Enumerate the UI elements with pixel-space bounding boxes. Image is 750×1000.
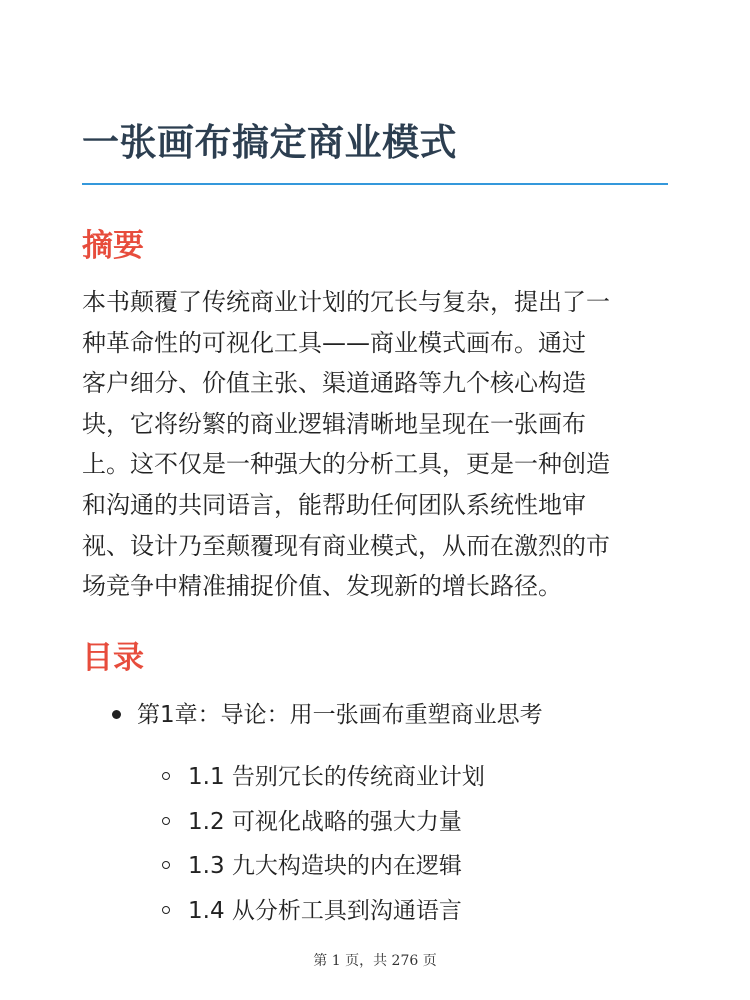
abstract-line: 块，它将纷繁的商业逻辑清晰地呈现在一张画布: [82, 409, 586, 438]
table-of-contents: [82, 695, 668, 924]
toc-section-label: 1.1 告别冗长的传统商业计划: [188, 764, 485, 790]
document-title: 一张画布搞定商业模式: [82, 121, 457, 164]
abstract-line: 本书颠覆了传统商业计划的冗长与复杂，提出了一: [82, 288, 610, 316]
abstract-heading: 摘要: [82, 228, 144, 264]
toc-section-item[interactable]: [82, 757, 668, 802]
toc-section-label: 1.4 从分析工具到沟通语言: [188, 897, 462, 924]
toc-section-label: 1.2 可视化战略的强大力量: [188, 808, 462, 835]
toc-chapter-item[interactable]: [82, 695, 668, 739]
bullet-circle-icon: [162, 906, 170, 914]
bullet-circle-icon: [162, 861, 170, 869]
abstract-line: 客户细分、价值主张、渠道通路等九个核心构造: [82, 369, 586, 398]
toc-section-item[interactable]: [82, 846, 668, 891]
abstract-line: 种革命性的可视化工具——商业模式画布。通过: [82, 328, 586, 357]
toc-section-list: [82, 757, 668, 935]
toc-section-item[interactable]: [82, 891, 668, 936]
title-divider: [82, 183, 668, 185]
toc-heading: 目录: [82, 640, 144, 676]
bullet-circle-icon: [162, 772, 170, 780]
bullet-circle-icon: [162, 817, 170, 825]
toc-chapter-label: 第1章：导论：用一张画布重塑商业思考: [137, 702, 543, 728]
abstract-line: 场竞争中精准捕捉价值、发现新的增长路径。: [82, 572, 562, 601]
abstract-paragraph: [82, 282, 668, 607]
toc-section-item[interactable]: [82, 802, 668, 847]
abstract-line: 上。这不仅是一种强大的分析工具，更是一种创造: [82, 450, 610, 479]
toc-section-label: 1.3 九大构造块的内在逻辑: [188, 853, 462, 879]
page-number-footer: 第 1 页，共 276 页: [313, 953, 437, 969]
abstract-line: 和沟通的共同语言，能帮助任何团队系统性地审: [82, 490, 586, 519]
abstract-line: 视、设计乃至颠覆现有商业模式，从而在激烈的市: [82, 531, 610, 560]
bullet-disc-icon: [112, 710, 121, 719]
